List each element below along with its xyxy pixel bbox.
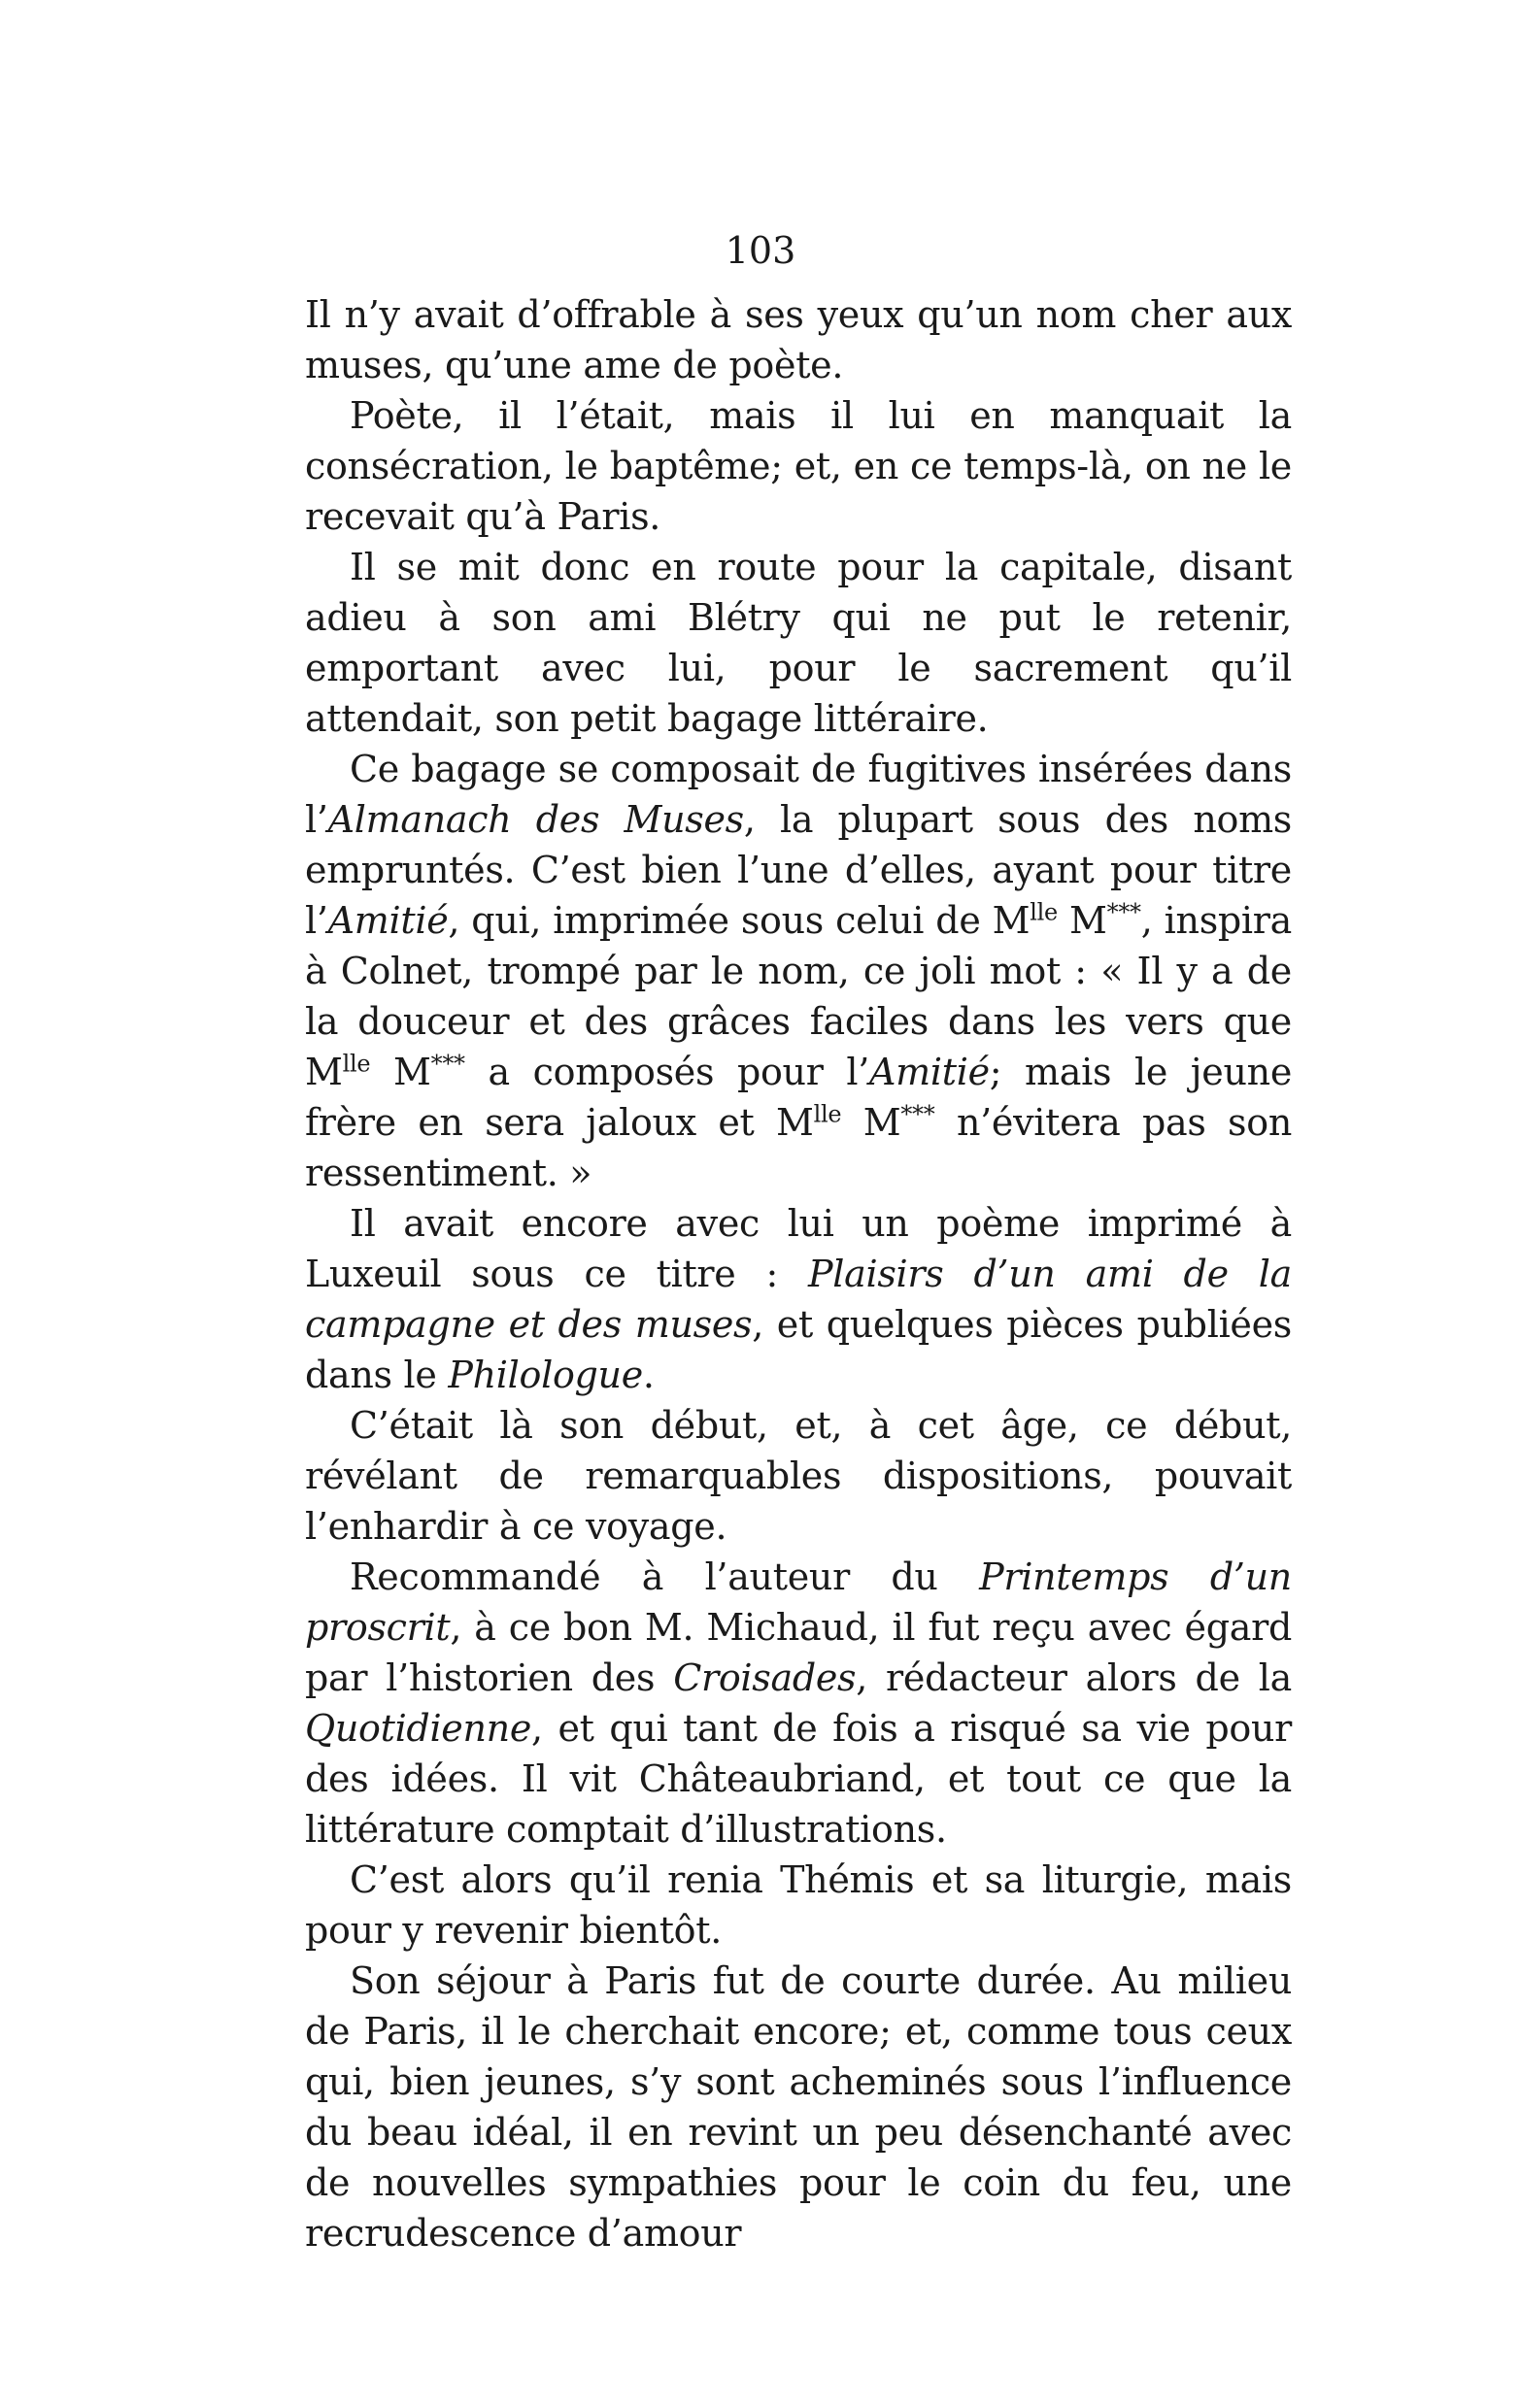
italic-text: Quotidienne xyxy=(305,1707,532,1750)
text-run: Il se mit donc en route pour la capitale, disant adieu à son ami Blétry qui ne put le retenir, emportant avec lui, pour le sacrement qu’il attendait, son petit bagage littéraire. xyxy=(305,546,1292,740)
paragraph xyxy=(305,1198,1292,1400)
superscript-text: lle xyxy=(813,1100,842,1128)
paragraph xyxy=(305,1552,1292,1855)
paragraph xyxy=(305,390,1292,542)
text-run: ; mais le jeune frère en sera jaloux et M xyxy=(305,1051,1293,1144)
text-run: M xyxy=(841,1101,901,1144)
text-run: C’était là son début, et, à cet âge, ce début, révélant de remarquables dispositions, pouvait l’enhardir à ce voyage. xyxy=(305,1404,1292,1548)
page-number: 103 xyxy=(725,229,796,272)
text-run: a composés pour l’ xyxy=(464,1051,870,1093)
paragraph xyxy=(305,289,1292,390)
italic-text: Philologue xyxy=(448,1354,643,1396)
text-run: Recommandé à l’auteur du xyxy=(350,1555,980,1598)
italic-text: Amitié xyxy=(327,899,449,942)
superscript-text: lle xyxy=(342,1050,371,1078)
text-run: Son séjour à Paris fut de courte durée. Au milieu de Paris, il le cherchait encore; et, comme tous ceux qui, bien jeunes, s’y sont acheminés sous l’influence du beau idéal, il en revint un peu désenchanté avec de nouvelles sympathies pour le coin du feu, une recrudescence d’amour xyxy=(305,1959,1292,2255)
text-run: Ce bagage se composait de fugitives insérées dans l’ xyxy=(305,748,1292,841)
italic-text: Croisades xyxy=(673,1656,857,1699)
paragraph xyxy=(305,1855,1292,1956)
text-run: M xyxy=(1057,899,1107,942)
text-run: Il avait encore avec lui un poème imprimé à Luxeuil sous ce titre : xyxy=(305,1202,1292,1295)
text-run: n’évitera pas son ressentiment. » xyxy=(305,1101,1292,1194)
paragraph xyxy=(305,1400,1292,1552)
paragraph xyxy=(305,542,1292,744)
body-text xyxy=(305,289,1292,2258)
italic-text: Plaisirs d’un ami de la campagne et des muses xyxy=(305,1253,1292,1346)
paragraph xyxy=(305,744,1292,1198)
superscript-text: *** xyxy=(1106,898,1141,926)
italic-text: Printemps d’un proscrit xyxy=(305,1555,1292,1649)
text-run: , et qui tant de fois a risqué sa vie pour des idées. Il vit Châteaubriand, et tout ce que la littérature comptait d’illustrations. xyxy=(305,1707,1292,1851)
text-run: Poète, il l’était, mais il lui en manquait la consécration, le baptême; et, en ce temps-là, on ne le recevait qu’à Paris. xyxy=(305,394,1292,538)
italic-text: Amitié xyxy=(869,1051,990,1093)
superscript-text: *** xyxy=(430,1050,465,1078)
superscript-text: *** xyxy=(900,1100,935,1128)
text-run: , inspira à Colnet, trompé par le nom, ce joli mot : « Il y a de la douceur et des grâces faciles dans les vers que M xyxy=(305,899,1293,1093)
text-run: M xyxy=(370,1051,431,1093)
text-run: . xyxy=(642,1354,655,1396)
text-run: , et quelques pièces publiées dans le xyxy=(305,1303,1292,1396)
text-run: , qui, imprimée sous celui de M xyxy=(448,899,1031,942)
italic-text: Almanach des Muses xyxy=(327,798,744,841)
text-run: , la plupart sous des noms empruntés. C’est bien l’une d’elles, ayant pour titre l’ xyxy=(305,798,1292,942)
text-run: C’est alors qu’il renia Thémis et sa liturgie, mais pour y revenir bientôt. xyxy=(305,1858,1292,1952)
text-run: Il n’y avait d’offrable à ses yeux qu’un nom cher aux muses, qu’une ame de poète. xyxy=(305,293,1292,386)
text-run: , rédacteur alors de la xyxy=(856,1656,1292,1699)
paragraph xyxy=(305,1956,1292,2258)
text-run: , à ce bon M. Michaud, il fut reçu avec égard par l’historien des xyxy=(305,1606,1292,1699)
superscript-text: lle xyxy=(1030,898,1058,926)
